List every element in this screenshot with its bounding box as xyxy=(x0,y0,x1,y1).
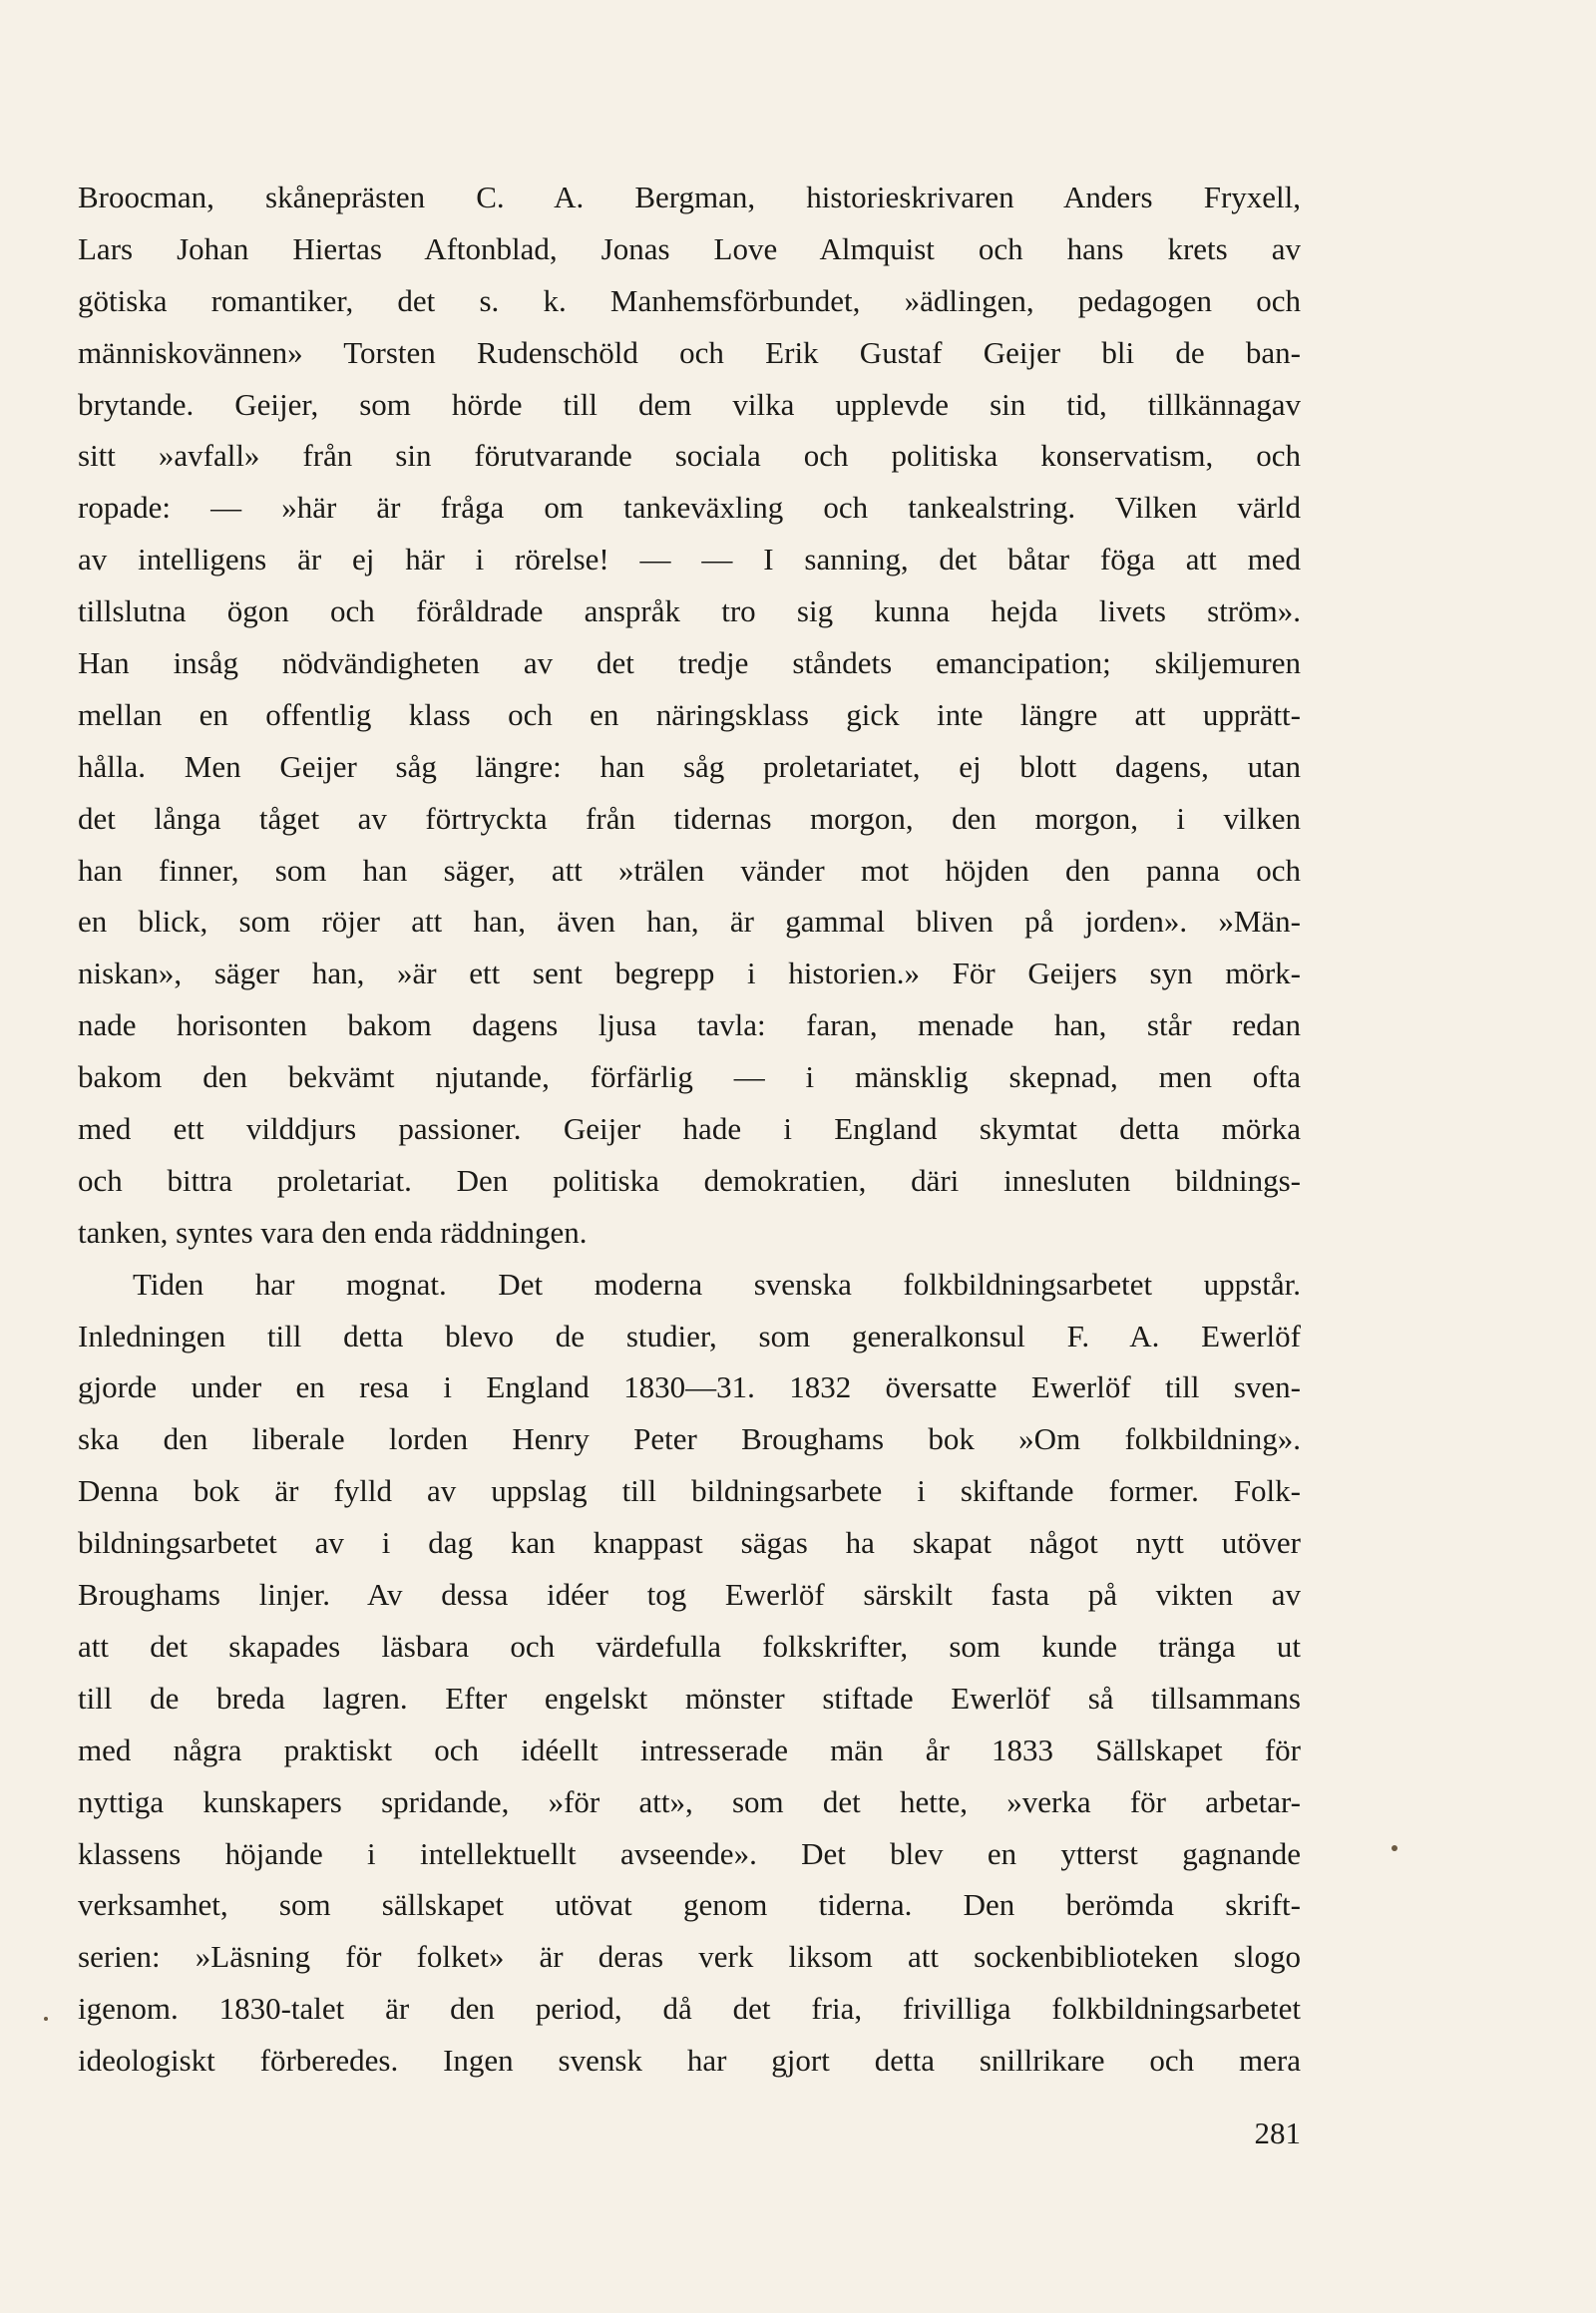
body-text xyxy=(78,172,1301,2087)
text-line: en blick, som röjer att han, även han, är gammal bliven på jorden». »Män- xyxy=(78,904,1301,940)
text-line: människovännen» Torsten Rudenschöld och Erik Gustaf Geijer bli de ban- xyxy=(78,334,1301,370)
text-line: serien: »Läsning för folket» är deras verk liksom att sockenbiblioteken slogo xyxy=(78,1939,1301,1975)
text-line: ideologiskt förberedes. Ingen svensk har gjort detta snillrikare och mera xyxy=(78,2043,1301,2079)
text-line: bildningsarbetet av i dag kan knappast sägas ha skapat något nytt utöver xyxy=(78,1525,1301,1561)
text-line: gjorde under en resa i England 1830—31. 1832 översatte Ewerlöf till sven- xyxy=(78,1369,1301,1405)
text-line: tanken, syntes vara den enda räddningen. xyxy=(78,1214,588,1250)
text-line: han finner, som han säger, att »trälen vänder mot höjden den panna och xyxy=(78,852,1301,888)
text-line: nyttiga kunskapers spridande, »för att», som det hette, »verka för arbetar- xyxy=(78,1783,1301,1819)
text-line: ropade: — »här är fråga om tankeväxling och tankealstring. Vilken värld xyxy=(78,490,1301,526)
text-line: tillslutna ögon och föråldrade anspråk tro sig kunna hejda livets ström». xyxy=(78,593,1301,629)
text-line: Lars Johan Hiertas Aftonblad, Jonas Love Almquist och hans krets av xyxy=(78,230,1301,266)
text-line: till de breda lagren. Efter engelskt mönster stiftade Ewerlöf så tillsammans xyxy=(78,1680,1301,1716)
page-number: 281 xyxy=(1254,2116,1301,2150)
text-line: igenom. 1830-talet är den period, då det fria, frivilliga folkbildningsarbetet xyxy=(78,1991,1301,2027)
text-line: ska den liberale lorden Henry Peter Broughams bok »Om folkbildning». xyxy=(78,1421,1301,1457)
text-line: av intelligens är ej här i rörelse! — — I sanning, det båtar föga att med xyxy=(78,542,1301,578)
text-line: verksamhet, som sällskapet utövat genom tiderna. Den berömda skrift- xyxy=(78,1887,1301,1923)
text-line: niskan», säger han, »är ett sent begrepp i historien.» För Geijers syn mörk- xyxy=(78,956,1301,991)
text-line: det långa tåget av förtryckta från tidernas morgon, den morgon, i vilken xyxy=(78,800,1301,836)
text-line: brytande. Geijer, som hörde till dem vilka upplevde sin tid, tillkännagav xyxy=(78,386,1301,422)
text-line: nade horisonten bakom dagens ljusa tavla: faran, menade han, står redan xyxy=(78,1007,1301,1043)
text-line: hålla. Men Geijer såg längre: han såg proletariatet, ej blott dagens, utan xyxy=(78,748,1301,784)
text-line: Inledningen till detta blevo de studier, som generalkonsul F. A. Ewerlöf xyxy=(78,1318,1301,1353)
print-speck xyxy=(1392,1845,1397,1851)
text-line: bakom den bekvämt njutande, förfärlig — i mänsklig skepnad, men ofta xyxy=(78,1059,1301,1095)
text-line: Tiden har mognat. Det moderna svenska folkbildningsarbetet uppstår. xyxy=(133,1266,1301,1302)
text-line: sitt »avfall» från sin förutvarande sociala och politiska konservatism, och xyxy=(78,438,1301,474)
text-line: att det skapades läsbara och värdefulla folkskrifter, som kunde tränga ut xyxy=(78,1628,1301,1664)
text-line: mellan en offentlig klass och en näringsklass gick inte längre att upprätt- xyxy=(78,696,1301,732)
text-line: klassens höjande i intellektuellt avseende». Det blev en ytterst gagnande xyxy=(78,1835,1301,1871)
text-line: Broocman, skåneprästen C. A. Bergman, historieskrivaren Anders Fryxell, xyxy=(78,180,1301,214)
text-line: och bittra proletariat. Den politiska demokratien, däri innesluten bildnings- xyxy=(78,1162,1301,1198)
text-line: med några praktiskt och idéellt intresserade män år 1833 Sällskapet för xyxy=(78,1732,1301,1767)
text-line: med ett vilddjurs passioner. Geijer hade i England skymtat detta mörka xyxy=(78,1111,1301,1147)
text-line: götiska romantiker, det s. k. Manhemsförbundet, »ädlingen, pedagogen och xyxy=(78,282,1301,318)
print-speck xyxy=(44,2017,48,2021)
text-line: Han insåg nödvändigheten av det tredje ståndets emancipation; skiljemuren xyxy=(78,645,1301,681)
text-line: Denna bok är fylld av uppslag till bildningsarbete i skiftande former. Folk- xyxy=(78,1473,1301,1509)
text-line: Broughams linjer. Av dessa idéer tog Ewerlöf särskilt fasta på vikten av xyxy=(78,1577,1301,1613)
